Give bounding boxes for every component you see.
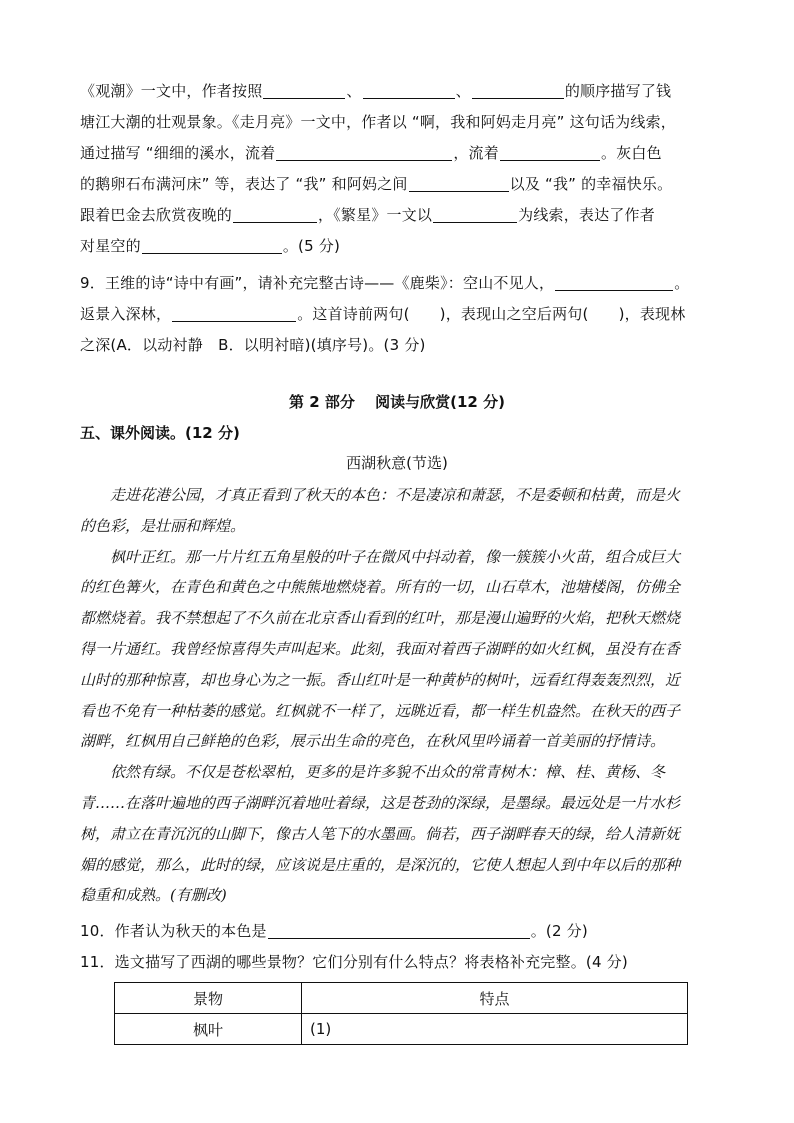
passage-line: 湖畔，红枫用自己鲜艳的色彩，展示出生命的亮色，在秋风里吟诵着一首美丽的抒情诗。 (80, 732, 666, 751)
question-10 (80, 916, 588, 947)
passage-line: 稳重和成熟。(有删改) (80, 886, 227, 905)
reading-passage (80, 480, 720, 911)
answer-blank[interactable] (409, 176, 509, 192)
passage-line: 依然有绿。不仅是苍松翠柏，更多的是许多貌不出众的常青树木：樟、桂、黄杨、冬 (110, 763, 666, 782)
section-title: 第 2 部分 阅读与欣赏(12 分) (289, 393, 505, 411)
q9-text: )，表现林 (618, 305, 686, 323)
question-11 (80, 947, 628, 978)
passage-line: 的色彩，是壮丽和辉煌。 (80, 516, 246, 535)
q10-text: 10．作者认为秋天的本色是 (80, 922, 267, 940)
story-title: 西湖秋意(节选) (346, 454, 448, 472)
q8-text: 以及 “我” 的幸福快乐。 (509, 175, 673, 193)
table-header-row (115, 983, 688, 1014)
q10-text: 。(2 分) (530, 922, 588, 940)
passage-line: 媚的感觉，那么，此时的绿，应该说是庄重的，是深沉的，它使人想起人到中年以后的那种 (80, 855, 681, 874)
answer-blank[interactable] (500, 145, 600, 161)
q8-text: 。(5 分) (282, 237, 341, 255)
q8-text: 的鹅卵石布满河床” 等，表达了 “我” 和阿妈之间 (80, 175, 408, 193)
q8-text: 、 (346, 82, 362, 100)
q8-line-1 (80, 76, 676, 107)
q11-text: 11．选文描写了西湖的哪些景物？它们分别有什么特点？将表格补充完整。(4 分) (80, 953, 628, 971)
q8-text: 跟着巴金去欣赏夜晚的 (80, 206, 233, 224)
q9-line-2 (80, 299, 689, 330)
passage-line: 走进花港公园，才真正看到了秋天的本色：不是凄凉和萧瑟，不是委顿和枯黄，而是火 (110, 486, 681, 504)
answer-blank[interactable] (276, 145, 452, 161)
answer-blank[interactable] (363, 83, 455, 99)
q9-line-1 (80, 268, 689, 299)
table-header-feature: 特点 (302, 983, 688, 1014)
q8-text: 对星空的 (80, 237, 141, 255)
q8-text: 《观潮》一文中，作者按照 (80, 82, 263, 100)
passage-line: 都燃烧着。我不禁想起了不久前在北京香山看到的红叶，那是漫山遍野的火焰，把秋天燃烧 (80, 609, 681, 628)
passage-line: 山时的那种惊喜，却也身心为之一振。香山红叶是一种黄栌的树叶，远看红得轰轰烈烈，近 (80, 670, 681, 689)
q8-text: 通过描写 “细细的溪水，流着 (80, 144, 276, 162)
answer-blank[interactable] (172, 306, 296, 322)
q8-line-5 (80, 200, 676, 231)
q9-line-3: 之深(A．以动衬静 B．以明衬暗)(填序号)。(3 分) (80, 336, 426, 354)
q8-line-3 (80, 138, 676, 169)
q8-line-2: 塘江大潮的壮观景象。《走月亮》一文中，作者以 “啊，我和阿妈走月亮” 这句话为线索， (80, 113, 676, 131)
q8-line-6 (80, 231, 676, 262)
answer-blank[interactable] (263, 83, 345, 99)
answer-blank[interactable] (555, 275, 673, 291)
passage-line: 得一片通红。我曾经惊喜得失声叫起来。此刻，我面对着西子湖畔的如火红枫，虽没有在香 (80, 639, 681, 658)
passage-line: 树，肃立在青沉沉的山脚下，像古人笔下的水墨画。倘若，西子湖畔春天的绿，给人清新妩 (80, 824, 681, 843)
q9-text: )，表现山之空后两句( (439, 305, 589, 323)
q9-text: 。这首诗前两句( (297, 305, 410, 323)
table-cell-scene: 枫叶 (115, 1014, 302, 1045)
table-row (115, 1014, 688, 1045)
q8-text: ，流着 (453, 144, 499, 162)
q9-text: 9．王维的诗“诗中有画”，请补充完整古诗——《鹿柴》：空山不见人， (80, 274, 555, 292)
passage-line: 看也不免有一种枯萎的感觉。红枫就不一样了，远眺近看，都一样生机盎然。在秋天的西子 (80, 701, 681, 720)
answer-blank[interactable] (268, 923, 530, 939)
answer-blank[interactable] (233, 207, 317, 223)
question-9 (80, 268, 689, 361)
reading-heading: 五、课外阅读。(12 分) (80, 424, 240, 442)
passage-line: 青……在落叶遍地的西子湖畔沉着地吐着绿，这是苍劲的深绿，是墨绿。最远处是一片水杉 (80, 793, 681, 812)
q8-text: 的顺序描写了钱 (564, 82, 672, 100)
q8-line-4 (80, 169, 676, 200)
q8-text: 。灰白色 (600, 144, 662, 162)
answer-blank[interactable] (472, 83, 564, 99)
question-8 (80, 76, 676, 262)
passage-line: 的红色篝火，在青色和黄色之中熊熊地燃烧着。所有的一切，山石草木，池塘楼阁，仿佛全 (80, 578, 681, 597)
answer-blank[interactable] (433, 207, 517, 223)
q8-text: 、 (455, 82, 471, 100)
table-cell-answer[interactable]: (1) (302, 1014, 688, 1045)
q9-text: 返景入深林， (80, 305, 172, 323)
answer-table (114, 982, 688, 1045)
passage-line: 枫叶正红。那一片片红五角星般的叶子在微风中抖动着，像一簇簇小火苗，组合成巨大 (110, 547, 681, 566)
answer-blank[interactable] (142, 238, 282, 254)
q8-text: ，《繁星》一文以 (318, 206, 433, 224)
table-header-scene: 景物 (115, 983, 302, 1014)
q8-text: 为线索，表达了作者 (518, 206, 655, 224)
q9-text: 。 (674, 274, 690, 292)
